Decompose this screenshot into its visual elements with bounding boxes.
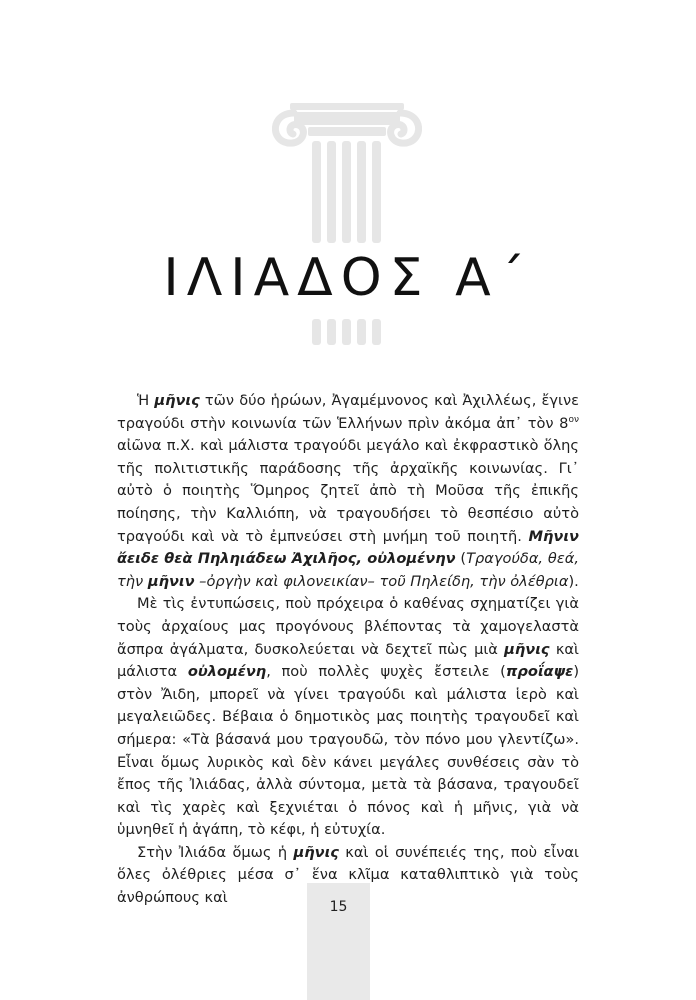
text-run: τῶν δύο ἡρώων, Ἀγαμέμνονος καὶ Ἀχιλλέως, ἔγινε τραγούδι στὴν κοινωνία τῶν Ἑλλήνων πρὶν ἀκόμα ἀπ᾽ τὸν 8 [117,392,579,432]
italic-text: –ὀργὴν καὶ φιλονεικίαν– τοῦ Πηλείδη, τὴν ὀλέθρια [194,572,569,590]
text-run: ) στὸν Ἄιδη, μπορεῖ νὰ γίνει τραγούδι καὶ μάλιστα ἱερὸ καὶ μεγαλειῶδες. Βέβαια ὁ δημοτικὸς μας ποιητὴς τραγουδεῖ καὶ σήμερα: «Τὰ βάσανά μου τραγουδῶ, τὸν πόνο μου γλεντίζω». Εἶναι ὅμως λυρικὸς καὶ δὲν κάνει μεγάλες συνθέσεις σὰν τὸ ἔπος τῆς Ἰλιάδας, ἀλλὰ σύντομα, μετὰ τὰ βάσανα, τραγουδεῖ καὶ τὶς χαρὲς καὶ ξεχνιέται ὁ πόνος καὶ ἡ μῆνις, γιὰ νὰ ὑμνηθεῖ ἡ ἀγάπη, τὸ κέφι, ἡ εὐτυχία. [117,663,580,839]
paragraph [117,390,579,593]
superscript: ον [568,414,579,425]
emphasized-term: μῆνις [293,843,339,861]
text-run: , ποὺ πολλὲς ψυχὲς ἔστειλε ( [266,663,506,681]
text-run: Μὲ τὶς ἐντυπώσεις, ποὺ πρόχειρα ὁ καθένας σχηματίζει γιὰ τοὺς ἀρχαίους μας προγόνους βλέποντας τὰ χαμογελαστὰ ἄσπρα ἀγάλματα, δυσκολεύεται νὰ δεχτεῖ πὼς μιὰ [117,595,579,658]
italic-text: Τραγούδα, θεά, τὴν [117,550,579,590]
body-text [117,390,579,910]
text-run: καὶ οἱ συνέπειές της, ποὺ εἶναι ὅλες ὀλέθριες μέσα σ᾽ ἕνα κλῖμα καταθλιπτικὸ γιὰ τοὺς ἀνθρώπους καὶ [117,843,579,907]
text-run: ). [568,572,579,590]
emphasized-term: Μῆνιν ἄειδε θεὰ Πηληιάδεω Ἀχιλῆος, οὐλομένην [117,527,579,568]
text-run: αἰῶνα π.Χ. καὶ μάλιστα τραγούδι μεγάλο καὶ ἐκφραστικὸ ὅλης τῆς πολιτιστικῆς παράδοσης τῆς ἀρχαϊκῆς κοινωνίας. Γι᾽ αὐτὸ ὁ ποιητὴς Ὅμηρος ζητεῖ ἀπὸ τὴ Μοῦσα τῆς ἐπικῆς ποίησης, τὴν Καλλιόπη, νὰ τραγουδήσει τὸ θεσπέσιο αὐτὸ τραγούδι καὶ νὰ τὸ ἐμπνεύσει στὴ μνήμη τοῦ ποιητῆ. [117,437,579,545]
emphasized-term: προΐαψε [505,663,574,681]
ionic-column-icon [272,103,422,345]
emphasized-term: οὐλομένη [187,663,267,681]
text-run: Στὴν Ἰλιάδα ὅμως ἡ [137,843,294,861]
emphasized-term: μῆνις [504,640,550,658]
emphasized-term: μῆνιν [147,572,195,590]
page-number-box [307,883,370,1000]
emphasized-term: μῆνις [154,392,200,409]
text-run: Ἡ [137,392,155,409]
text-run: καὶ μάλιστα [117,640,579,681]
chapter-title: ΙΛΙΑΔΟΣ Α΄ [163,248,533,308]
page-number: 15 [329,899,348,915]
text-run: ( [455,550,467,568]
paragraph [117,593,579,842]
